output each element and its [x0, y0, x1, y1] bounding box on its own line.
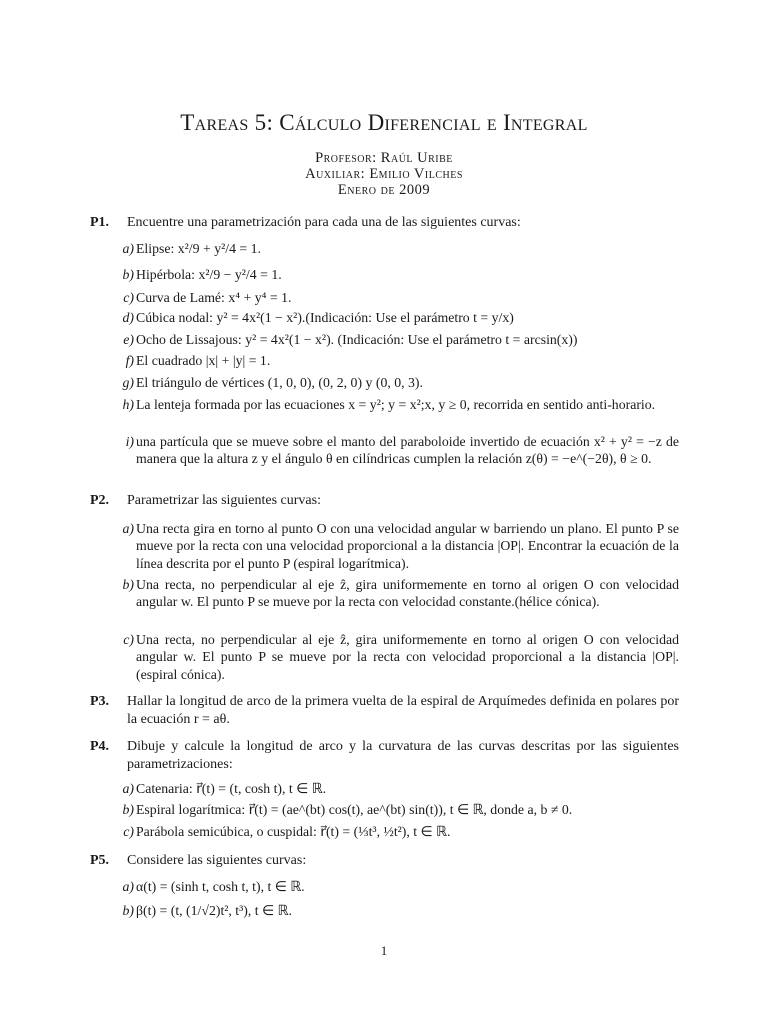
item-label: f) [125, 353, 134, 368]
item-text: Catenaria: r⃗(t) = (t, cosh t), t ∈ ℝ. [136, 781, 327, 796]
item-text: Espiral logarítmica: r⃗(t) = (ae^(bt) cos(t), ae^(bt) sin(t)), t ∈ ℝ, donde a, b ≠ 0. [136, 802, 573, 817]
item-label: b) [122, 802, 134, 817]
item-text: Elipse: x²/9 + y²/4 = 1. [136, 241, 262, 256]
problem-label: P5. [90, 853, 110, 868]
item-text: una partícula que se mueve sobre el manto del paraboloide invertido de ecuación x² + y² = −z de manera que la altura z y el ángulo θ en cilíndricas cumplen la relación z(θ) = −e^(−2θ), θ ≥ 0. [136, 434, 679, 467]
list-item [123, 823, 679, 840]
item-label: c) [123, 632, 134, 647]
list-item [122, 520, 679, 572]
item-text: Parábola semicúbica, o cuspidal: r⃗(t) = (⅓t³, ½t²), t ∈ ℝ. [136, 824, 451, 839]
list-item [122, 902, 679, 919]
list-item [122, 374, 679, 391]
item-text: Hipérbola: x²/9 − y²/4 = 1. [136, 267, 282, 282]
item-text: El triángulo de vértices (1, 0, 0), (0, 2, 0) y (0, 0, 3). [136, 375, 423, 390]
item-text: α(t) = (sinh t, cosh t, t), t ∈ ℝ. [136, 879, 305, 894]
item-label: b) [122, 267, 134, 282]
problem-text: Parametrizar las siguientes curvas: [127, 493, 321, 508]
list-item [122, 396, 679, 413]
problem-text: Dibuje y calcule la longitud de arco y la curvatura de las curvas descritas por las siguientes parametrizaciones: [127, 739, 679, 772]
list-item [122, 576, 679, 611]
item-text: Cúbica nodal: y² = 4x²(1 − x²).(Indicación: Use el parámetro t = y/x) [136, 310, 514, 325]
page-number: 1 [380, 943, 388, 958]
list-item [122, 780, 679, 797]
list-item [122, 801, 679, 818]
item-label: i) [125, 434, 134, 449]
item-label: h) [122, 397, 134, 412]
document-title: Tareas 5: Cálculo Diferencial e Integral [180, 110, 588, 135]
item-label: c) [123, 290, 134, 305]
item-text: Una recta, no perpendicular al eje ẑ, gira uniformemente en torno al origen O con velocidad angular w. El punto P se mueve por la recta con velocidad constante.(hélice cónica). [136, 577, 679, 610]
problem-label: P1. [90, 215, 110, 230]
item-text: Ocho de Lissajous: y² = 4x²(1 − x²). (Indicación: Use el parámetro t = arcsin(x)) [136, 332, 578, 347]
item-label: e) [123, 332, 134, 347]
item-label: a) [122, 879, 134, 894]
list-item [125, 352, 679, 369]
item-label: a) [122, 781, 134, 796]
list-item [123, 631, 679, 683]
list-item [123, 331, 679, 348]
item-text: Curva de Lamé: x⁴ + y⁴ = 1. [136, 290, 292, 305]
item-text: El cuadrado |x| + |y| = 1. [136, 353, 271, 368]
problem-label: P4. [90, 739, 110, 754]
item-label: d) [122, 310, 134, 325]
item-text: La lenteja formada por las ecuaciones x = y²; y = x²;x, y ≥ 0, recorrida en sentido anti-horario. [136, 397, 656, 412]
list-item [122, 240, 679, 257]
item-label: b) [122, 577, 134, 592]
list-item [123, 289, 679, 306]
list-item [122, 266, 679, 283]
item-label: b) [122, 903, 134, 918]
professor-line: Profesor: Raúl Uribe [315, 150, 453, 166]
list-item [122, 309, 679, 326]
item-label: a) [122, 521, 134, 536]
problem-text: Considere las siguientes curvas: [127, 853, 307, 868]
problem-text: Encuentre una parametrización para cada una de las siguientes curvas: [127, 215, 521, 230]
list-item [122, 878, 679, 895]
item-text: Una recta gira en torno al punto O con una velocidad angular w barriendo un plano. El punto P se mueve por la recta con una velocidad proporcional a la distancia |OP|. Encontrar la ecuación de la línea descrita por el punto P (espiral logarítmica). [136, 521, 679, 571]
item-label: g) [122, 375, 134, 390]
item-text: β(t) = (t, (1/√2)t², t³), t ∈ ℝ. [136, 903, 292, 918]
problem-label: P2. [90, 493, 110, 508]
date-line: Enero de 2009 [337, 182, 431, 198]
assistant-line: Auxiliar: Emilio Vilches [305, 166, 463, 182]
list-item [125, 433, 679, 468]
item-text: Una recta, no perpendicular al eje ẑ, gira uniformemente en torno al origen O con velocidad angular w. El punto P se mueve por la recta con velocidad proporcional a la distancia |OP|. (espiral cónica). [136, 632, 679, 682]
problem-label: P3. [90, 694, 110, 709]
item-label: a) [122, 241, 134, 256]
problem-text: Hallar la longitud de arco de la primera vuelta de la espiral de Arquímedes definida en polares por la ecuación r = aθ. [127, 694, 679, 727]
item-label: c) [123, 824, 134, 839]
